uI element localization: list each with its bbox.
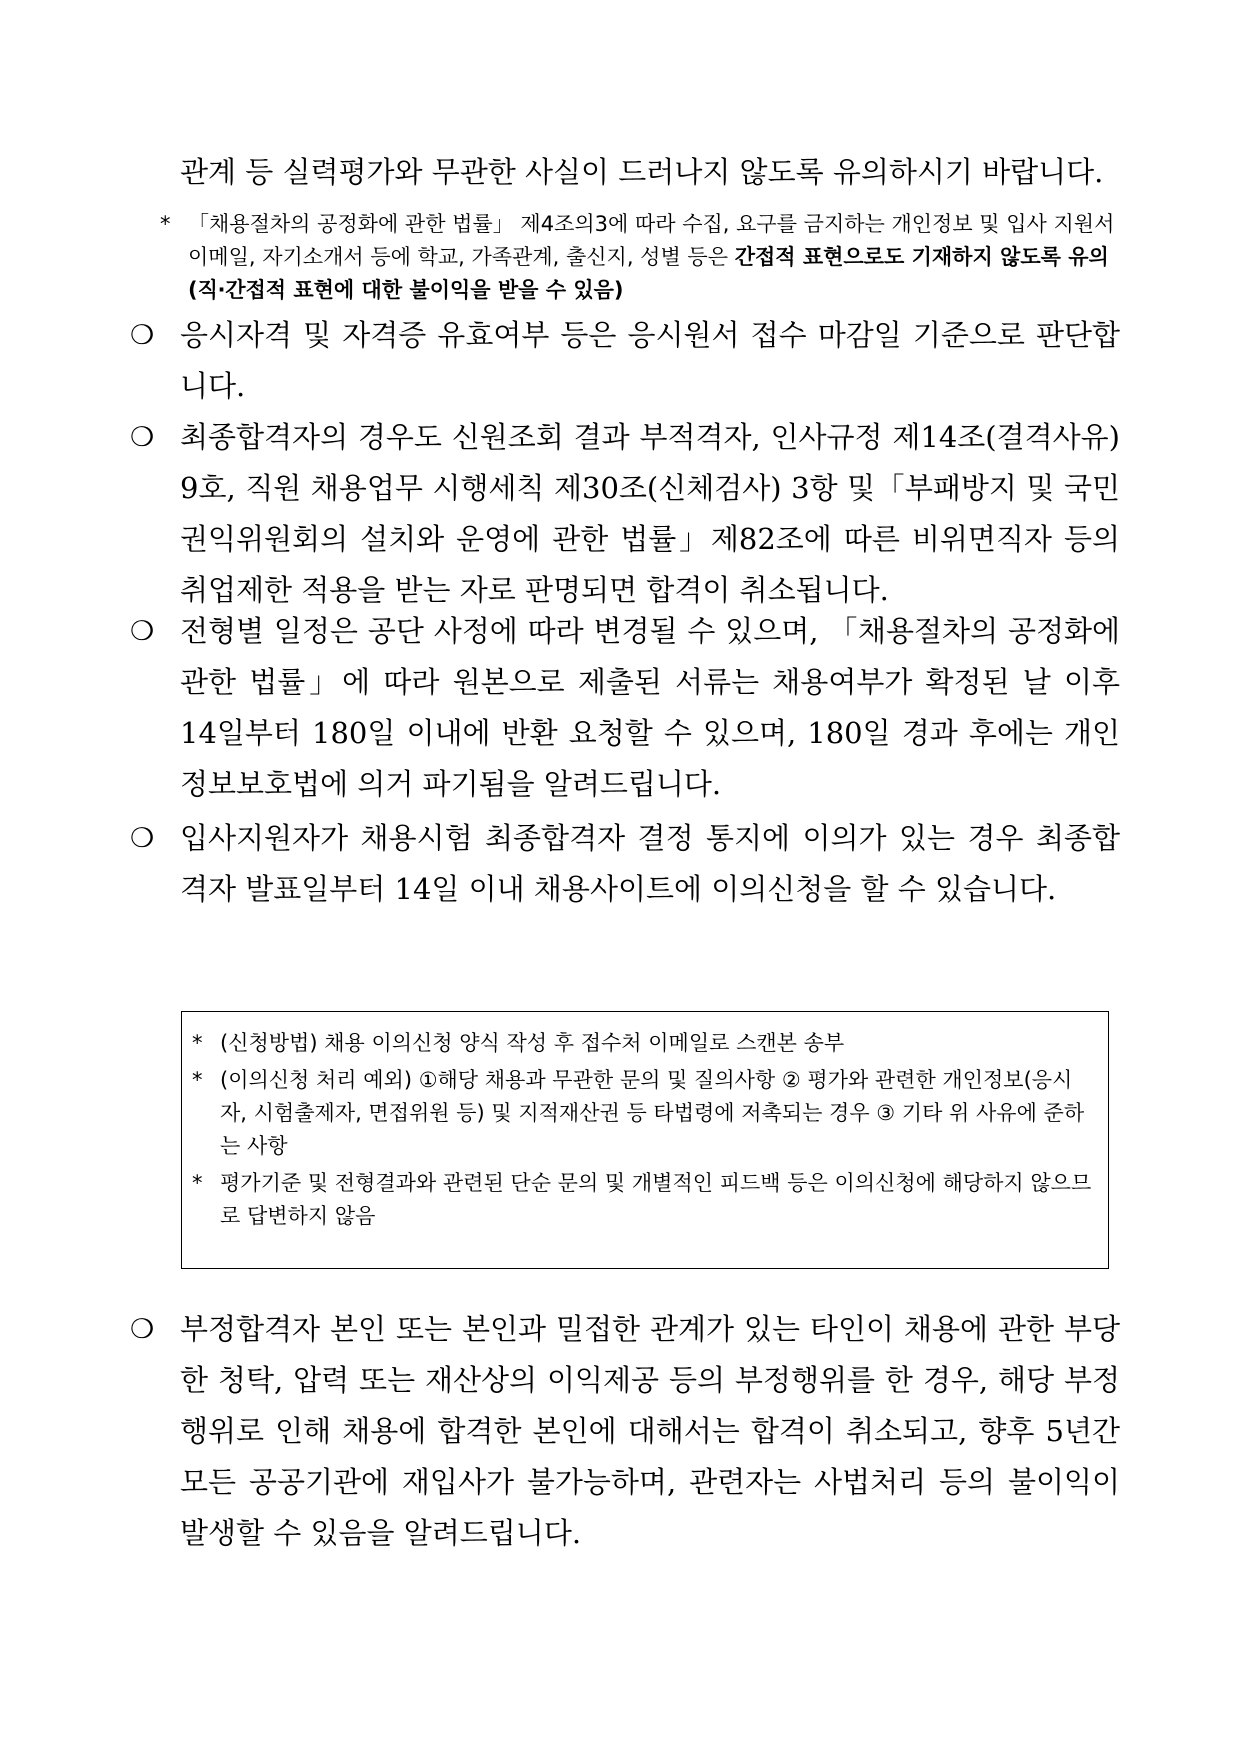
list-item-text: 응시자격 및 자격증 유효여부 등은 응시원서 접수 마감일 기준으로 판단합니다. (180, 318, 1120, 403)
box-line (192, 1167, 1094, 1233)
note-text: 「채용절차의 공정화에 관한 법률」 제4조의3에 따라 수집, 요구를 금지하는 개인정보 및 입사 지원서 이메일, 자기소개서 등에 학교, 가족관계, 출신지, 성별 등은 (188, 212, 1115, 269)
bullet-icon: ❍ (130, 320, 155, 351)
box-line (192, 1064, 1094, 1163)
list-item (130, 606, 1120, 810)
bullet-icon: ❍ (130, 616, 155, 647)
bullet-icon: ❍ (130, 1314, 155, 1345)
bullet-icon: ❍ (130, 422, 155, 453)
list-item (130, 813, 1120, 915)
list-item (130, 310, 1120, 412)
list-item-text: 전형별 일정은 공단 사정에 따라 변경될 수 있으며, 「채용절차의 공정화에 관한 법률」에 따라 원본으로 제출된 서류는 채용여부가 확정된 날 이후 14일부터 180일 이내에 반환 요청할 수 있으며, 180일 경과 후에는 개인정보보호법에 의거 파기됨을 알려드립니다. (180, 614, 1120, 801)
list-item (130, 412, 1120, 616)
legal-note (160, 208, 1120, 307)
list-item (130, 1304, 1120, 1559)
bullet-icon: ❍ (130, 823, 155, 854)
note-body (188, 208, 1120, 307)
list-item-text: 부정합격자 본인 또는 본인과 밀접한 관계가 있는 타인이 채용에 관한 부당한 청탁, 압력 또는 재산상의 이익제공 등의 부정행위를 한 경우, 해당 부정행위로 인해 채용에 합격한 본인에 대해서는 합격이 취소되고, 향후 5년간 모든 공공기관에 재입사가 불가능하며, 관련자는 사법처리 등의 불이익이 발생할 수 있음을 알려드립니다. (180, 1312, 1120, 1550)
note-text-bold: 간접적 표현으로도 기재하지 않도록 유의 (직‧간접적 표현에 대한 불이익을 받을 수 있음) (188, 245, 1109, 302)
notice-box (181, 1011, 1109, 1269)
box-line-text: 평가기준 및 전형결과와 관련된 단순 문의 및 개별적인 피드백 등은 이의신청에 해당하지 않으므로 답변하지 않음 (220, 1171, 1092, 1228)
box-line-text: (신청방법) 채용 이의신청 양식 작성 후 접수처 이메일로 스캔본 송부 (220, 1031, 845, 1055)
note-star: * (160, 212, 171, 236)
box-line (192, 1027, 1094, 1060)
list-item-text: 입사지원자가 채용시험 최종합격자 결정 통지에 이의가 있는 경우 최종합격자 발표일부터 14일 이내 채용사이트에 이의신청을 할 수 있습니다. (180, 821, 1120, 906)
lead-line: 관계 등 실력평가와 무관한 사실이 드러나지 않도록 유의하시기 바랍니다. (180, 155, 1104, 189)
box-line-text: (이의신청 처리 예외) ①해당 채용과 무관한 문의 및 질의사항 ② 평가와 관련한 개인정보(응시자, 시험출제자, 면접위원 등) 및 지적재산권 등 타법령에 저촉되는 경우 ③ 기타 위 사유에 준하는 사항 (220, 1068, 1085, 1158)
box-star: * (192, 1171, 203, 1195)
box-star: * (192, 1031, 203, 1055)
box-star: * (192, 1068, 203, 1092)
list-item-text: 최종합격자의 경우도 신원조회 결과 부적격자, 인사규정 제14조(결격사유) 9호, 직원 채용업무 시행세칙 제30조(신체검사) 3항 및「부패방지 및 국민권익위원회의 설치와 운영에 관한 법률」제82조에 따른 비위면직자 등의 취업제한 적용을 받는 자로 판명되면 합격이 취소됩니다. (180, 420, 1120, 607)
